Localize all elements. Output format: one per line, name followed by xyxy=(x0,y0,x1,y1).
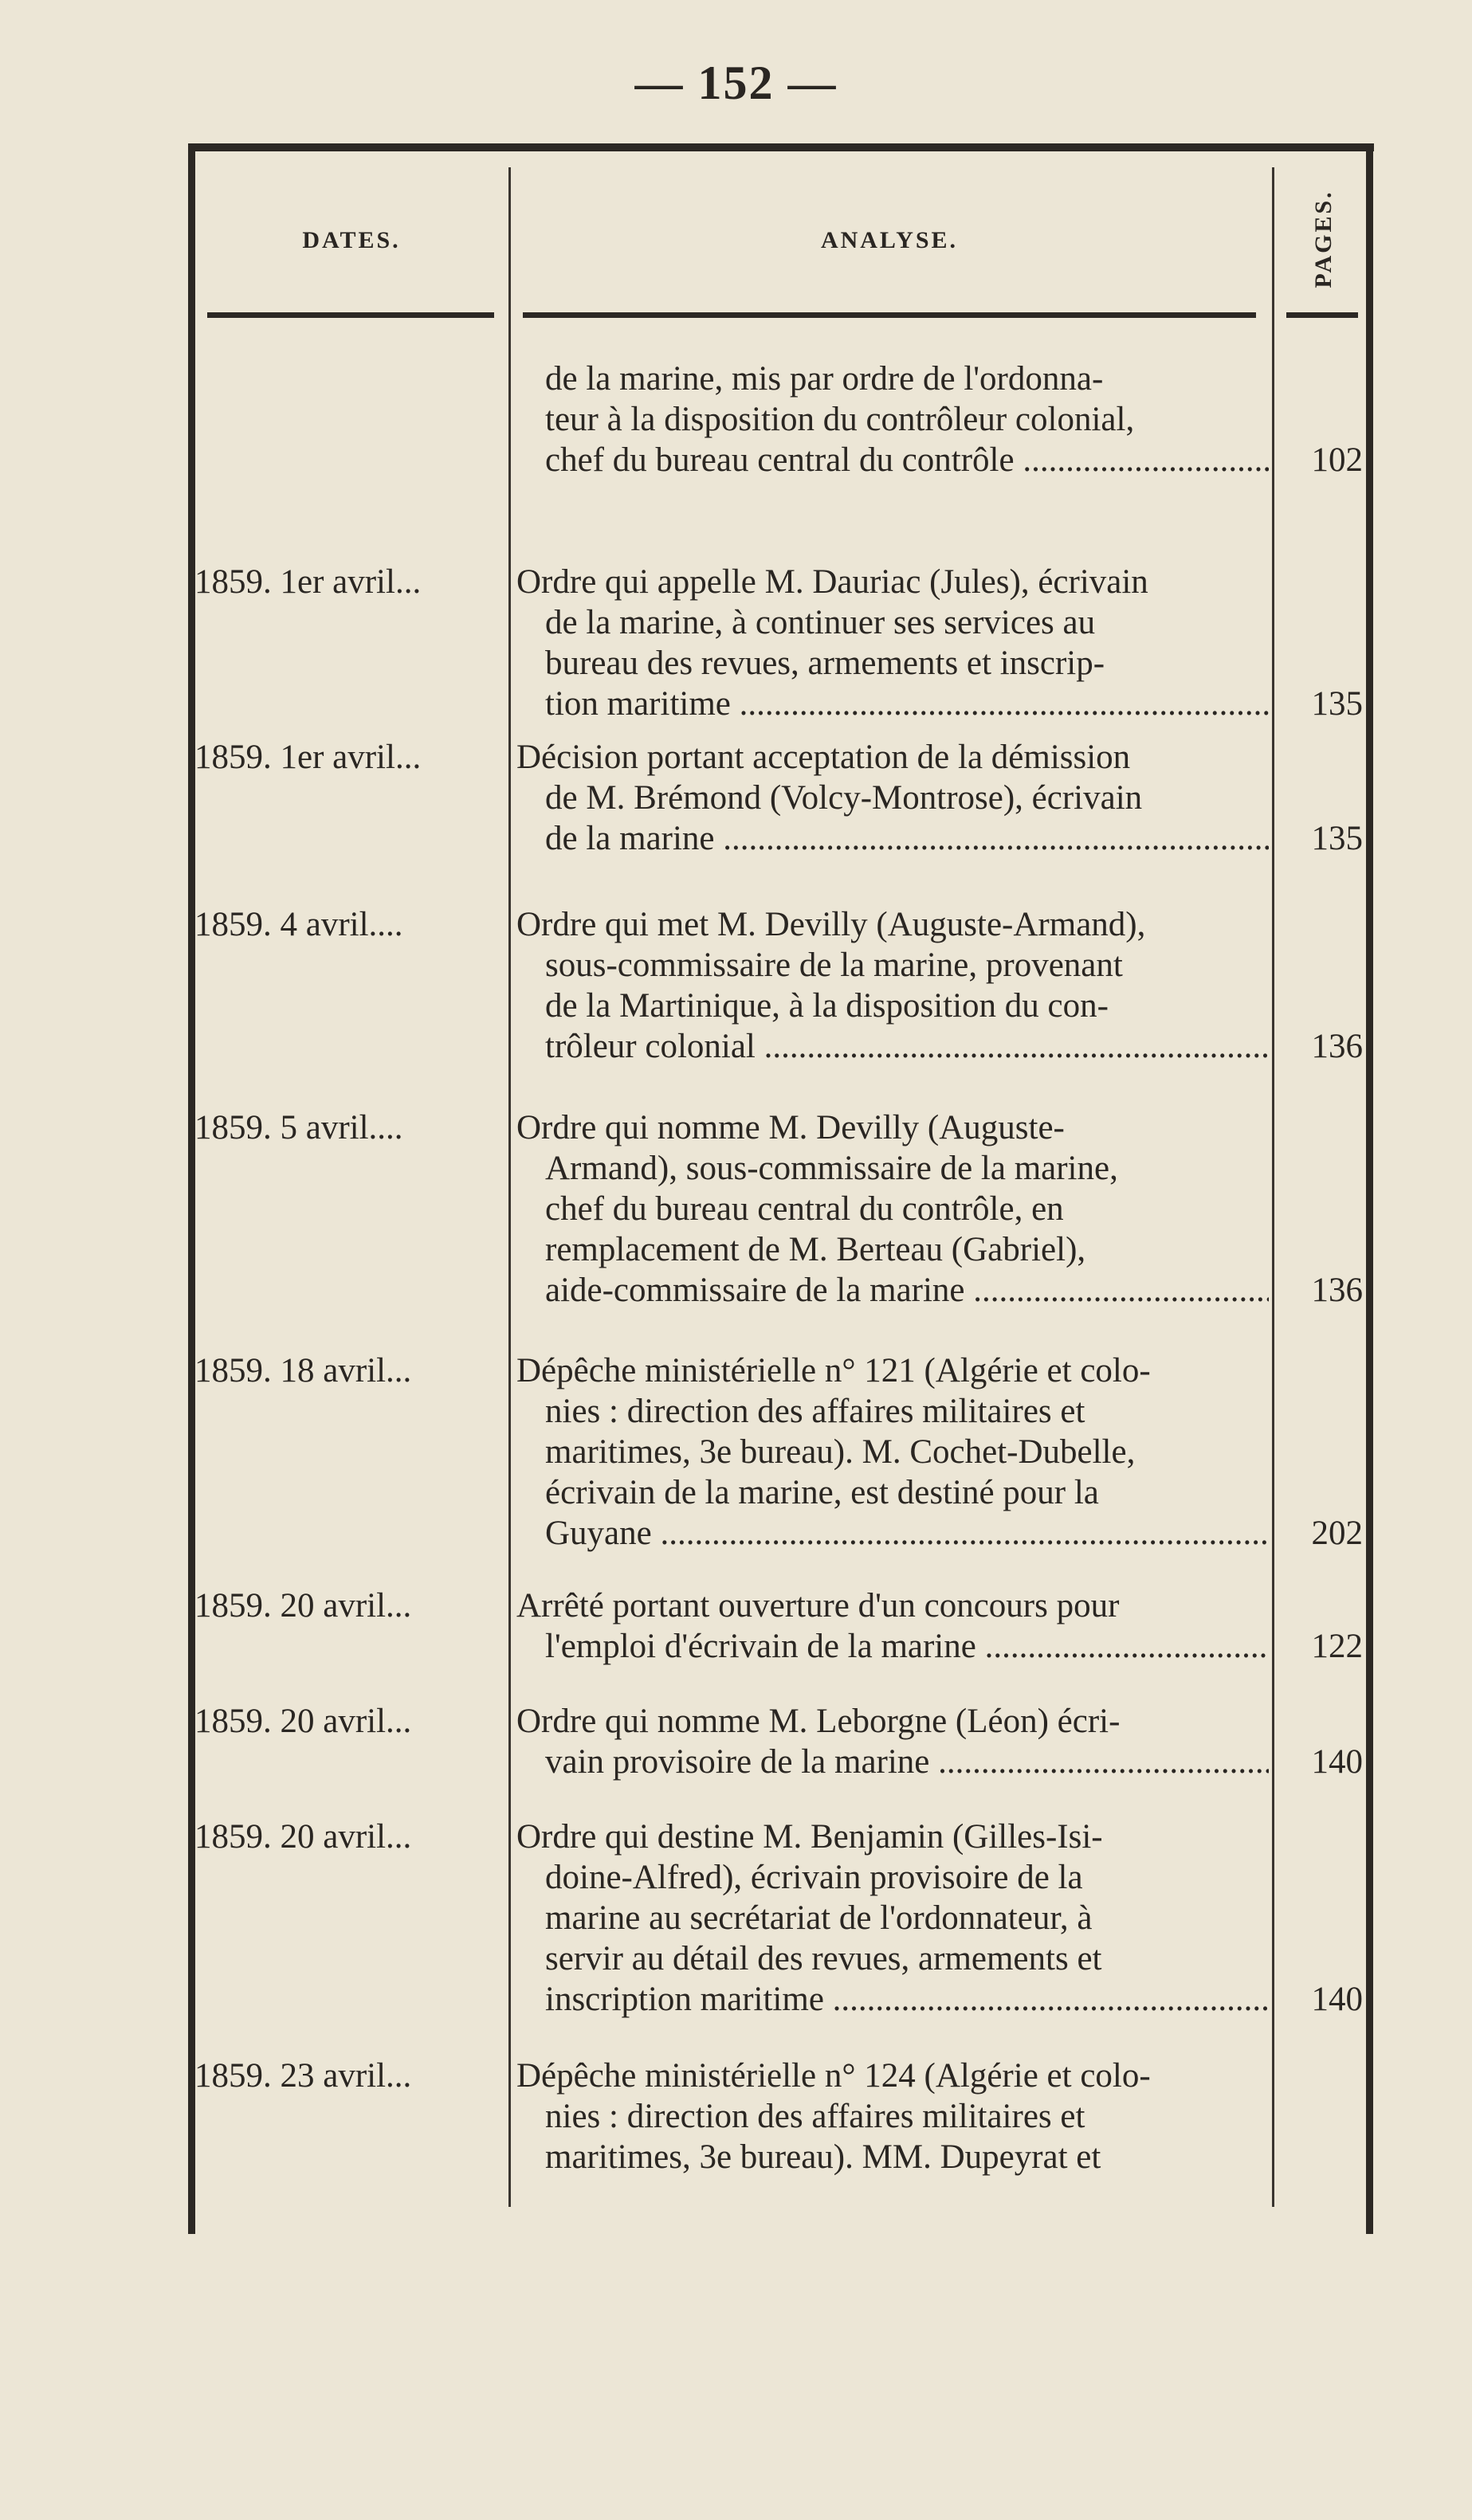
analyse-header-rule xyxy=(523,312,1256,318)
entry-page-ref: 135 xyxy=(1311,685,1363,723)
entry-analyse-line: servir au détail des revues, armements et xyxy=(545,1940,1102,1977)
entry-analyse-line: Arrêté portant ouverture d'un concours pour xyxy=(516,1587,1120,1624)
index-table xyxy=(188,143,1374,2234)
entry-analyse-line: de la marine, à continuer ses services au xyxy=(545,604,1096,641)
entry-analyse xyxy=(516,562,1269,724)
pages-column-divider xyxy=(1272,167,1274,2207)
dates-header-rule xyxy=(207,312,494,318)
entry-analyse xyxy=(516,1585,1269,1667)
entry-analyse-line: nies : direction des affaires militaires et xyxy=(545,2098,1085,2135)
entry-analyse-line: Ordre qui destine M. Benjamin (Gilles-Isi- xyxy=(516,1818,1103,1856)
table-right-border xyxy=(1366,143,1373,2234)
entry-analyse-line: de la marine, mis par ordre de l'ordonna- xyxy=(545,360,1104,398)
entry-analyse-line: l'emploi d'écrivain de la marine ..... xyxy=(516,1626,1269,1667)
entry-analyse-line: trôleur colonial ..... xyxy=(516,1026,1269,1067)
entry-analyse-line: Armand), sous-commissaire de la marine, xyxy=(545,1150,1118,1187)
entry-analyse-line: de la Martinique, à la disposition du con- xyxy=(545,987,1109,1025)
entry-page-ref: 136 xyxy=(1311,1028,1363,1065)
entry-analyse-line: sous-commissaire de la marine, provenant xyxy=(545,946,1123,984)
entry-analyse-line: de la marine ..... xyxy=(516,818,1269,859)
entry-analyse-line: maritimes, 3e bureau). M. Cochet-Dubelle, xyxy=(545,1433,1136,1471)
entry-analyse-line: doine-Alfred), écrivain provisoire de la xyxy=(545,1859,1083,1896)
entry-analyse-line: de M. Brémond (Volcy-Montrose), écrivain xyxy=(545,779,1143,817)
entry-analyse-line: bureau des revues, armements et inscrip- xyxy=(545,645,1105,682)
entry-page-ref: 140 xyxy=(1311,1743,1363,1781)
entry-date: 1859. 20 avril... xyxy=(194,1703,412,1740)
entry-date: 1859. 5 avril.... xyxy=(194,1109,403,1146)
entry-page-ref: 135 xyxy=(1311,820,1363,857)
entry-analyse-line: inscription maritime ..... xyxy=(516,1979,1269,2020)
entry-analyse-line: Ordre qui nomme M. Leborgne (Léon) écri- xyxy=(516,1703,1121,1740)
pages-header-label: PAGES. xyxy=(1310,190,1337,288)
entry-analyse-line: maritimes, 3e bureau). MM. Dupeyrat et xyxy=(545,2138,1101,2176)
entry-analyse-line: remplacement de M. Berteau (Gabriel), xyxy=(545,1231,1086,1268)
entry-analyse-line: Ordre qui nomme M. Devilly (Auguste- xyxy=(516,1109,1065,1146)
entry-date: 1859. 20 avril... xyxy=(194,1818,412,1856)
dates-column-divider xyxy=(508,167,511,2207)
entry-analyse-line: Décision portant acceptation de la démission xyxy=(516,739,1131,776)
entry-analyse-line: chef du bureau central du contrôle ..... xyxy=(516,440,1269,480)
entry-analyse xyxy=(516,1107,1269,1311)
entry-analyse-line: tion maritime ..... xyxy=(516,684,1269,724)
entry-date: 1859. 23 avril... xyxy=(194,2057,412,2095)
table-top-rule xyxy=(188,143,1374,151)
pages-header-rule xyxy=(1286,312,1358,318)
entry-page-ref: 202 xyxy=(1311,1515,1363,1552)
entry-analyse-line: Guyane ..... xyxy=(516,1513,1269,1554)
entry-page-ref: 122 xyxy=(1311,1628,1363,1665)
entry-date: 1859. 1er avril... xyxy=(194,739,422,776)
entry-analyse-line: vain provisoire de la marine ..... xyxy=(516,1742,1269,1782)
entry-page-ref: 136 xyxy=(1311,1272,1363,1309)
entry-analyse xyxy=(516,359,1269,480)
entry-analyse xyxy=(516,904,1269,1067)
entry-date: 1859. 1er avril... xyxy=(194,563,422,601)
table-left-border xyxy=(188,143,195,2234)
entry-analyse-line: chef du bureau central du contrôle, en xyxy=(545,1190,1064,1228)
entry-analyse xyxy=(516,1701,1269,1782)
entry-analyse-line: nies : direction des affaires militaires et xyxy=(545,1393,1085,1430)
entry-page-ref: 140 xyxy=(1311,1981,1363,2018)
entry-analyse-line: Ordre qui appelle M. Dauriac (Jules), écrivain xyxy=(516,563,1148,601)
entry-analyse-line: Dépêche ministérielle n° 124 (Algérie et colo- xyxy=(516,2057,1151,2095)
entry-analyse xyxy=(516,737,1269,859)
entry-analyse-line: aide-commissaire de la marine ..... xyxy=(516,1270,1269,1311)
analyse-header: ANALYSE. xyxy=(820,227,959,253)
entry-analyse xyxy=(516,1350,1269,1554)
entry-analyse-line: Dépêche ministérielle n° 121 (Algérie et colo- xyxy=(516,1352,1151,1389)
entry-page-ref: 102 xyxy=(1311,441,1363,479)
entry-analyse-line: Ordre qui met M. Devilly (Auguste-Armand), xyxy=(516,906,1146,943)
entry-date: 1859. 4 avril.... xyxy=(194,906,403,943)
entry-date: 1859. 18 avril... xyxy=(194,1352,412,1389)
entry-analyse xyxy=(516,1817,1269,2020)
page-number: — 152 — xyxy=(634,57,838,109)
entry-analyse-line: marine au secrétariat de l'ordonnateur, à xyxy=(545,1899,1093,1937)
entry-analyse-line: écrivain de la marine, est destiné pour la xyxy=(545,1474,1099,1511)
entry-analyse-line: teur à la disposition du contrôleur colonial, xyxy=(545,401,1135,438)
entry-analyse xyxy=(516,2056,1269,2177)
entry-date: 1859. 20 avril... xyxy=(194,1587,412,1624)
pages-header xyxy=(1280,175,1368,303)
dates-header: DATES. xyxy=(302,227,401,253)
